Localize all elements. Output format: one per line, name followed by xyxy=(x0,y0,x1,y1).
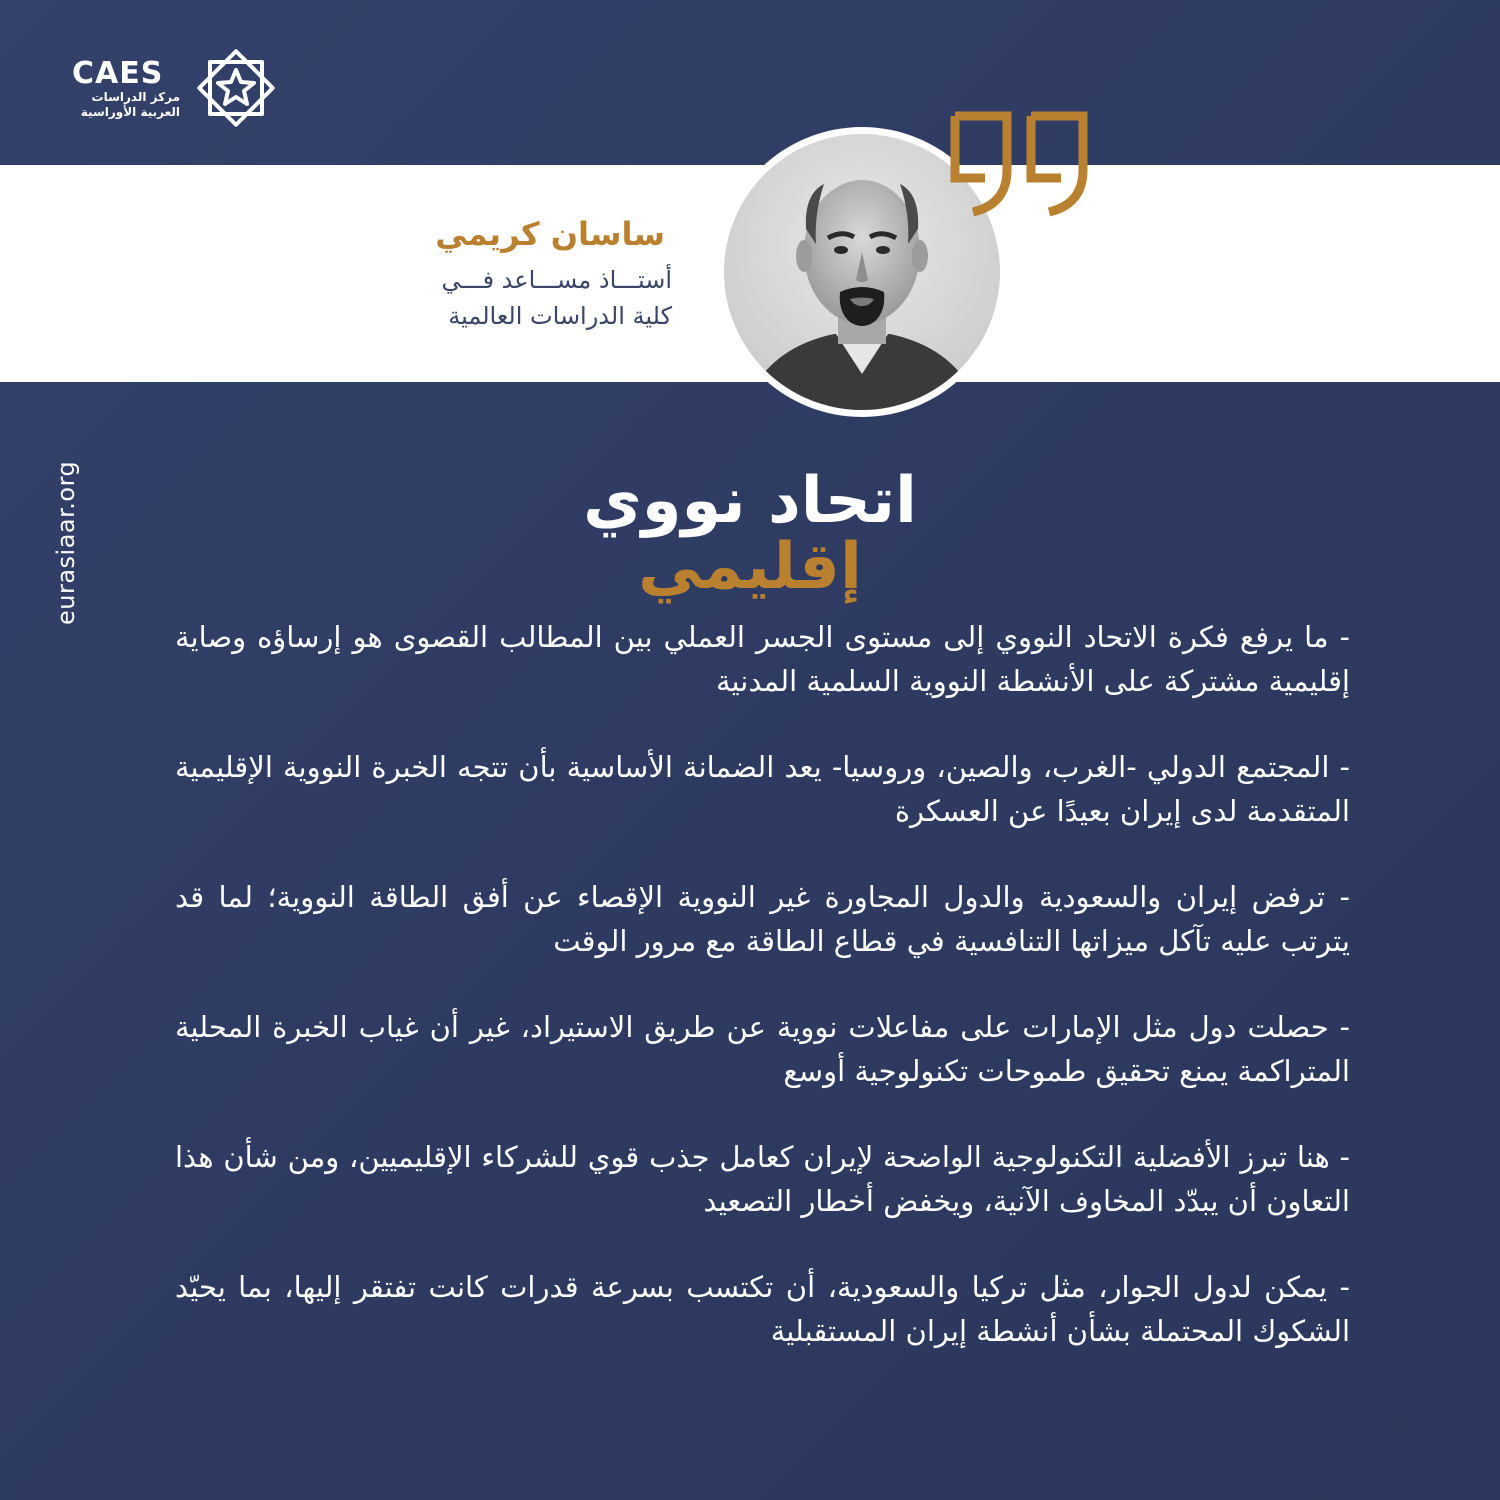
logo-abbr: CAES xyxy=(72,56,164,91)
logo-text xyxy=(70,58,180,120)
site-url[interactable]: eurasiaar.org xyxy=(52,460,80,625)
author-role-line2: كلية الدراسات العالمية xyxy=(448,302,672,330)
bullet-item: - المجتمع الدولي -الغرب، والصين، وروسيا- يعد الضمانة الأساسية بأن تتجه الخبرة النووية الإقليمية المتقدمة لدى إيران بعيدًا عن العسكرة xyxy=(175,750,1350,828)
page-title xyxy=(200,464,1300,604)
bullet-item: - هنا تبرز الأفضلية التكنولوجية الواضحة لإيران كعامل جذب قوي للشركاء الإقليميين، ومن شأن هذا التعاون أن يبدّد المخاوف الآنية، ويخفض أخطار التصعيد xyxy=(175,1140,1350,1218)
quote-mark-icon xyxy=(945,108,1095,223)
bullet-item: - ترفض إيران والسعودية والدول المجاورة غير النووية الإقصاء عن أفق الطاقة النووية؛ لما قد يترتب عليه تآكل ميزاتها التنافسية في قطاع الطاقة مع مرور الوقت xyxy=(175,880,1350,958)
logo-line2: العربية الأوراسية xyxy=(80,105,180,119)
author-name: ساسان كريمي xyxy=(435,215,665,253)
bullet-item: - ما يرفع فكرة الاتحاد النووي إلى مستوى الجسر العملي بين المطالب القصوى هو إرساؤه وصاية إقليمية مشتركة على الأنشطة النووية السلمية المدنية xyxy=(175,620,1350,698)
caes-logo[interactable] xyxy=(70,40,290,135)
bullet-item: - حصلت دول مثل الإمارات على مفاعلات نووية عن طريق الاستيراد، غير أن غياب الخبرة المحلية المتراكمة يمنع تحقيق طموحات تكنولوجية أوسع xyxy=(175,1010,1350,1088)
title-accent-line xyxy=(200,530,1300,604)
bullet-item: - يمكن لدول الجوار، مثل تركيا والسعودية، أن تكتسب بسرعة قدرات كانت تفتقر إليها، بما يحيّد الشكوك المحتملة بشأن أنشطة إيران المستقبلية xyxy=(175,1270,1350,1348)
caes-star-logo-icon xyxy=(188,40,284,136)
logo-line1: مركز الدراسات xyxy=(91,90,180,104)
title-accent: إقليمي xyxy=(638,530,862,604)
author-role-line1: أستـــاذ مســـاعد فـــي xyxy=(441,266,672,294)
bullet-list xyxy=(175,615,1350,1395)
author-role xyxy=(382,262,672,334)
title-main: اتحاد نووي xyxy=(583,464,917,538)
